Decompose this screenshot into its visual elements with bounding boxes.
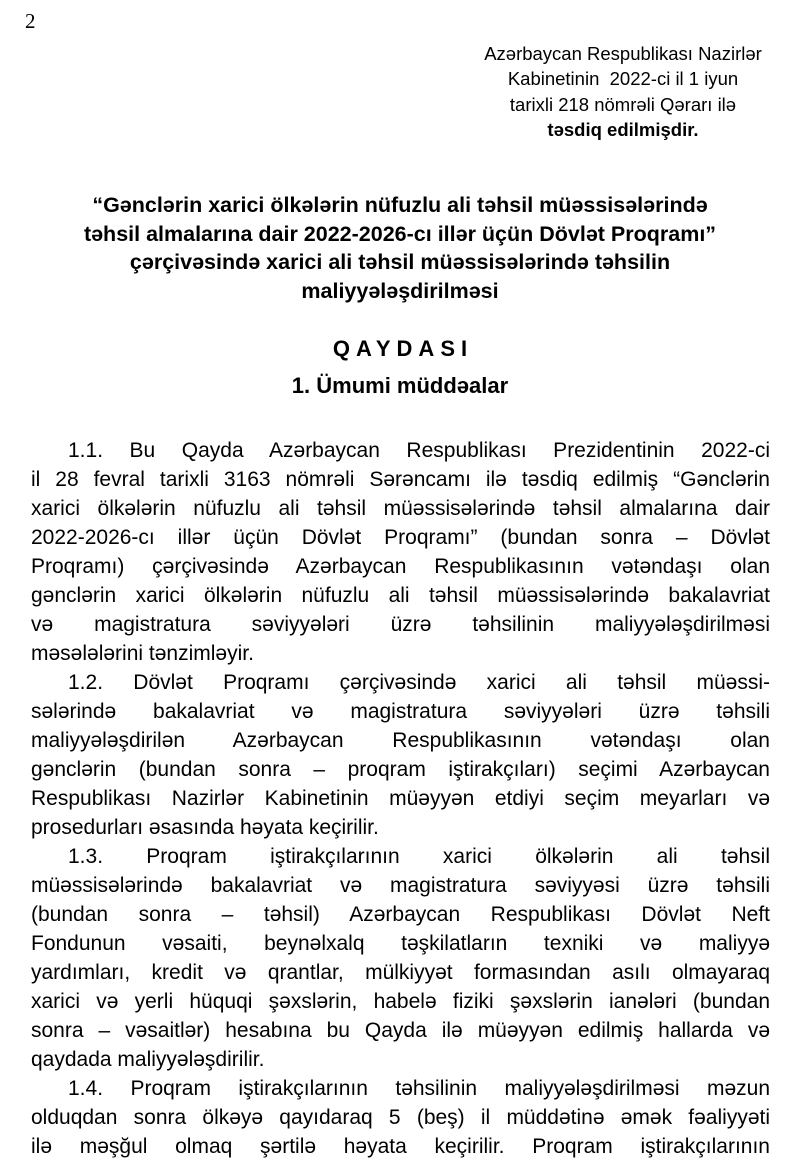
text-line: çərçivəsində xarici ali təhsil müəssisələrində təhsilin bbox=[129, 250, 671, 274]
text-line: (bundan sonra – təhsil) Azərbaycan Respublikası Dövlət Neft bbox=[31, 903, 770, 926]
document-body bbox=[31, 436, 770, 1161]
text-line: qaydada maliyyələşdirilir. bbox=[31, 1048, 265, 1071]
page-number: 2 bbox=[25, 9, 36, 33]
text-line: gənclərin (bundan sonra – proqram iştirakçıları) seçimi Azərbaycan bbox=[31, 758, 770, 781]
text-line: prosedurları əsasında həyata keçirilir. bbox=[31, 816, 379, 839]
text-line: və magistratura səviyyələri üzrə təhsilinin maliyyələşdirilməsi bbox=[31, 613, 770, 636]
text-line: sonra – vəsaitlər) hesabına bu Qayda ilə müəyyən edilmiş hallarda və bbox=[31, 1019, 770, 1042]
section-heading: 1. Ümumi müddəalar bbox=[291, 373, 509, 398]
text-line: Respublikası Nazirlər Kabinetinin müəyyən etdiyi seçim meyarları və bbox=[31, 787, 770, 810]
text-line: xarici ölkələrin nüfuzlu ali təhsil müəssisələrində təhsil almalarına dair bbox=[31, 497, 770, 520]
approval-approved-line: təsdiq edilmişdir. bbox=[547, 118, 699, 140]
text-line: il 28 fevral tarixli 3163 nömrəli Sərəncamı ilə təsdiq edilmiş “Gənclərin bbox=[31, 468, 770, 491]
text-line: 1.2. Dövlət Proqramı çərçivəsində xarici ali təhsil müəssi- bbox=[68, 671, 770, 694]
text-line: “Gənclərin xarici ölkələrin nüfuzlu ali təhsil müəssisələrində bbox=[92, 193, 708, 217]
approval-lines bbox=[458, 41, 788, 117]
text-line: gənclərin xarici ölkələrin nüfuzlu ali təhsil müəssisələrində bakalavriat bbox=[31, 584, 770, 607]
paragraph bbox=[31, 436, 770, 668]
text-line: Kabinetinin 2022-ci il 1 iyun bbox=[507, 68, 739, 90]
text-line: 1.1. Bu Qayda Azərbaycan Respublikası Prezidentinin 2022-ci bbox=[68, 439, 770, 462]
paragraph bbox=[31, 842, 770, 1074]
text-line: təhsil almalarına dair 2022-2026-cı illər üçün Dövlət Proqramı” bbox=[83, 221, 717, 246]
text-line: maliyyələşdirilən Azərbaycan Respublikasının vətəndaşı olan bbox=[31, 729, 770, 752]
text-line: 1.4. Proqram iştirakçılarının təhsilinin maliyyələşdirilməsi məzun bbox=[68, 1077, 770, 1100]
text-line: Proqramı) çərçivəsində Azərbaycan Respublikasının vətəndaşı olan bbox=[31, 555, 770, 578]
text-line: olduqdan sonra ölkəyə qayıdaraq 5 (beş) il müddətinə əmək fəaliyyəti bbox=[31, 1106, 770, 1129]
text-line: Fondunun vəsaiti, beynəlxalq təşkilatların texniki və maliyyə bbox=[31, 932, 770, 955]
text-line: müəssisələrində bakalavriat və magistratura səviyyəsi üzrə təhsili bbox=[31, 874, 770, 897]
text-line: Azərbaycan Respublikası Nazirlər bbox=[484, 43, 762, 64]
paragraph bbox=[31, 668, 770, 842]
document-heading: QAYDASI bbox=[332, 336, 474, 361]
text-line: 1.3. Proqram iştirakçılarının xarici ölkələrin ali təhsil bbox=[68, 845, 770, 868]
text-line: xarici və yerli hüquqi şəxslərin, habelə fiziki şəxslərin ianələri (bundan bbox=[31, 990, 770, 1013]
text-line: yardımları, kredit və qrantlar, mülkiyyət formasından asılı olmayaraq bbox=[31, 961, 770, 984]
approval-block bbox=[458, 41, 788, 142]
paragraph bbox=[31, 1074, 770, 1161]
text-line: sələrində bakalavriat və magistratura səviyyələri üzrə təhsili bbox=[31, 700, 770, 723]
text-line: tarixli 218 nömrəli Qərarı ilə bbox=[509, 93, 737, 115]
text-line: ilə məşğul olmaq şərtilə həyata keçirilir. Proqram iştirakçılarının bbox=[31, 1135, 770, 1158]
text-line: 2022-2026-cı illər üçün Dövlət Proqramı” (bundan sonra – Dövlət bbox=[31, 526, 770, 549]
text-line: maliyyələşdirilməsi bbox=[301, 278, 499, 303]
text-line: məsələlərini tənzimləyir. bbox=[31, 642, 254, 665]
document-title bbox=[30, 191, 770, 305]
